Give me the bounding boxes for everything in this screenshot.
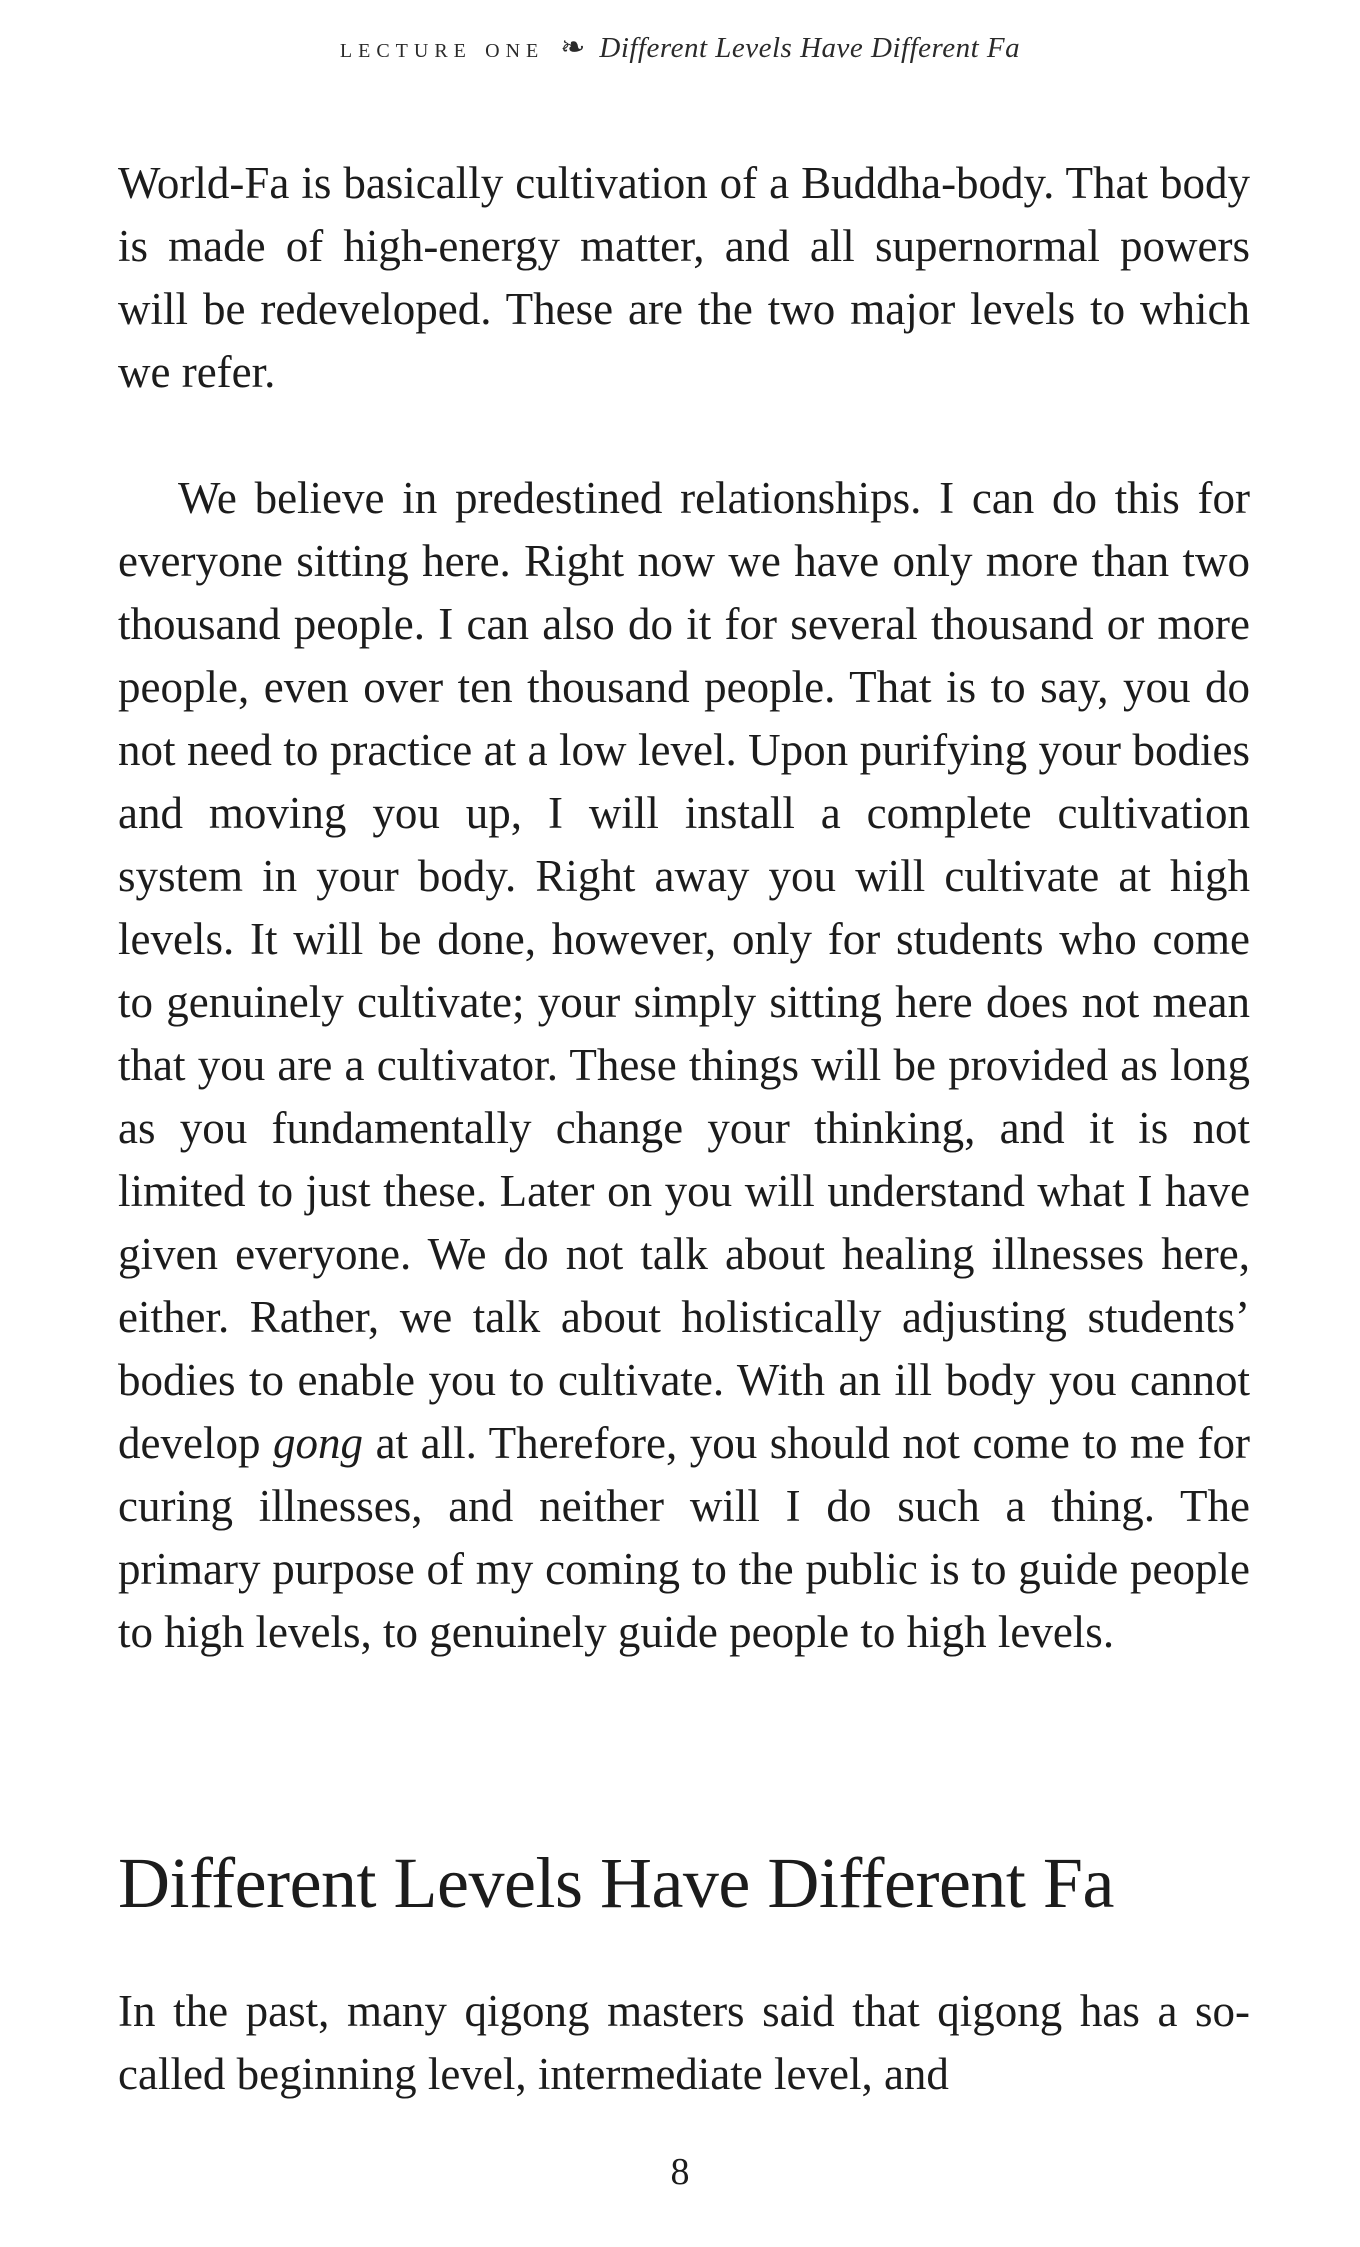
- paragraph-predestined-relationships: [118, 467, 1250, 1664]
- running-head-chapter-title: Different Levels Have Different Fa: [599, 32, 1021, 64]
- fleuron-icon: ❧: [560, 31, 586, 64]
- paragraph-world-fa: World-Fa is basically cultivation of a Buddha-body. That body is made of high-energy matter, and all supernormal powers will be redeveloped. These are the two major levels to which we refer.: [118, 158, 1250, 397]
- italic-term-gong: gong: [273, 1418, 364, 1468]
- paragraph-text-part-2: at all. Therefore, you should not come to me for curing illnesses, and neither will I do such a thing. The primary purpose of my coming to the public is to guide people to high levels, to genuinely guide people to high levels.: [118, 1418, 1251, 1657]
- running-head: [0, 28, 1360, 68]
- running-head-section: lecture one: [339, 32, 545, 64]
- paragraph-text-part-1: We believe in predestined relationships. I can do this for everyone sitting here. Right now we have only more than two thousand people. I can also do it for several thousand or more people, even over ten thousand people. That is to say, you do not need to practice at a low level. Upon purifying your bodies and moving you up, I will install a complete cultivation system in your body. Right away you will cultivate at high levels. It will be done, however, only for students who come to genuinely cultivate; your simply sitting here does not mean that you are a cultivator. These things will be provided as long as you fundamentally change your thinking, and it is not limited to just these. Later on you will understand what I have given everyone. We do not talk about healing illnesses here, either. Rather, we talk about holistically adjusting students’ bodies to enable you to cultivate. With an ill body you cannot develop: [118, 473, 1250, 1468]
- page-number: 8: [670, 2151, 690, 2193]
- section-heading: Different Levels Have Different Fa: [118, 1843, 1114, 1923]
- paragraph-qigong-levels: In the past, many qigong masters said that qigong has a so-called beginning level, intermediate level, and: [118, 1986, 1250, 2099]
